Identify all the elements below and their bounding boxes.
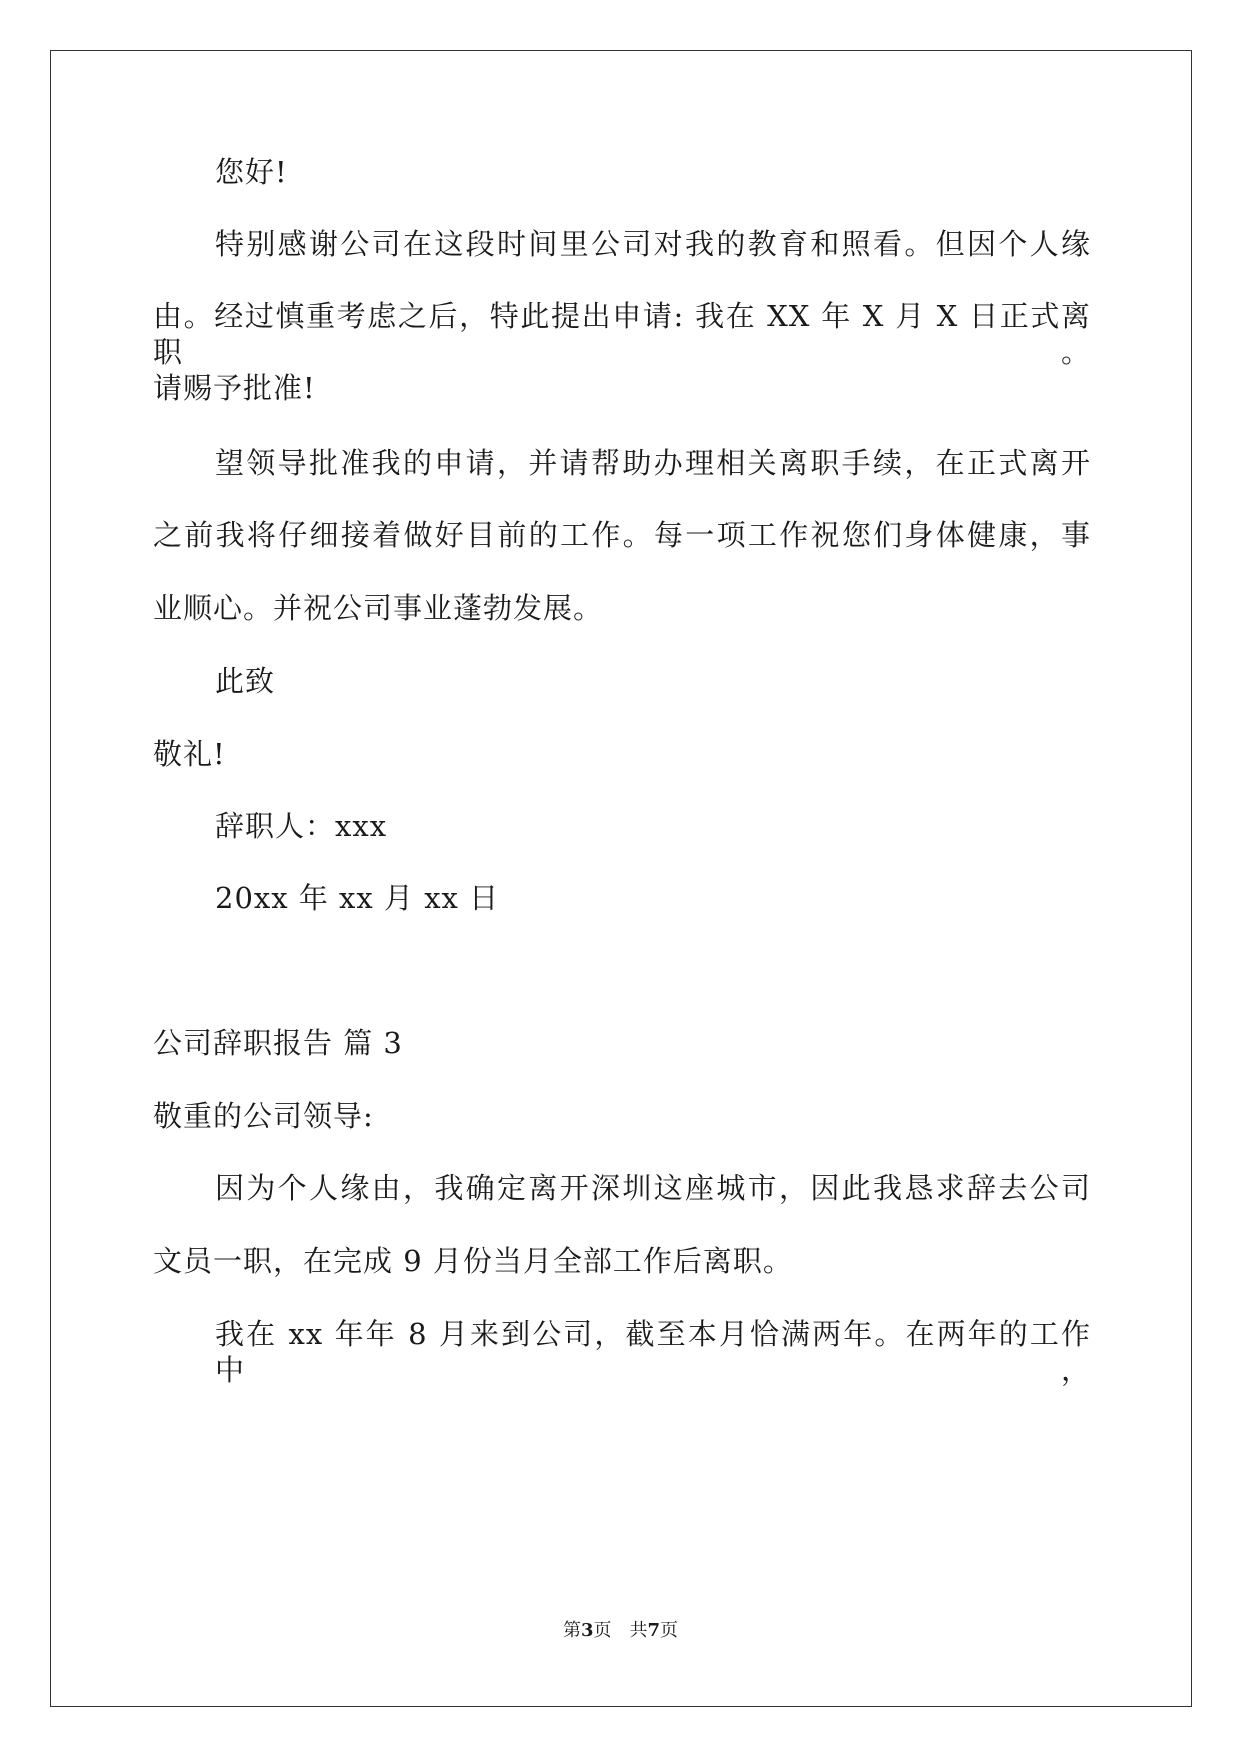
signature: 辞职人：xxx xyxy=(215,809,388,843)
paragraph-line: 因为个人缘由，我确定离开深圳这座城市，因此我恳求辞去公司 xyxy=(215,1171,1091,1205)
total-prefix: 共 xyxy=(629,1620,648,1641)
total-suffix: 页 xyxy=(660,1620,679,1641)
signature-date: 20xx 年 xx 月 xx 日 xyxy=(215,881,500,915)
page-footer xyxy=(0,1620,1241,1642)
paragraph-line: 由。经过慎重考虑之后，特此提出申请: 我在 XX 年 X 月 X 日正式离职。 xyxy=(153,299,1091,369)
paragraph-line: 业顺心。并祝公司事业蓬勃发展。 xyxy=(153,591,604,625)
page-current: 3 xyxy=(580,1620,594,1641)
closing-regards: 敬礼! xyxy=(153,737,226,771)
page-total: 7 xyxy=(647,1620,661,1641)
paragraph-line: 望领导批准我的申请，并请帮助办理相关离职手续，在正式离开 xyxy=(215,446,1091,480)
paragraph-line: 我在 xx 年年 8 月来到公司，截至本月恰满两年。在两年的工作中， xyxy=(215,1317,1091,1387)
closing-line: 此致 xyxy=(215,664,276,698)
paragraph-line: 请赐予批准! xyxy=(153,371,316,405)
salutation: 敬重的公司领导: xyxy=(153,1099,374,1133)
page-mid: 页 xyxy=(593,1620,612,1641)
paragraph-line: 特别感谢公司在这段时间里公司对我的教育和照看。但因个人缘 xyxy=(215,227,1091,261)
greeting: 您好! xyxy=(215,155,288,189)
page-prefix: 第 xyxy=(562,1620,581,1641)
section-title: 公司辞职报告 篇 3 xyxy=(153,1026,403,1060)
paragraph-line: 之前我将仔细接着做好目前的工作。每一项工作祝您们身体健康，事 xyxy=(153,518,1091,552)
paragraph-line: 文员一职，在完成 9 月份当月全部工作后离职。 xyxy=(153,1244,793,1278)
